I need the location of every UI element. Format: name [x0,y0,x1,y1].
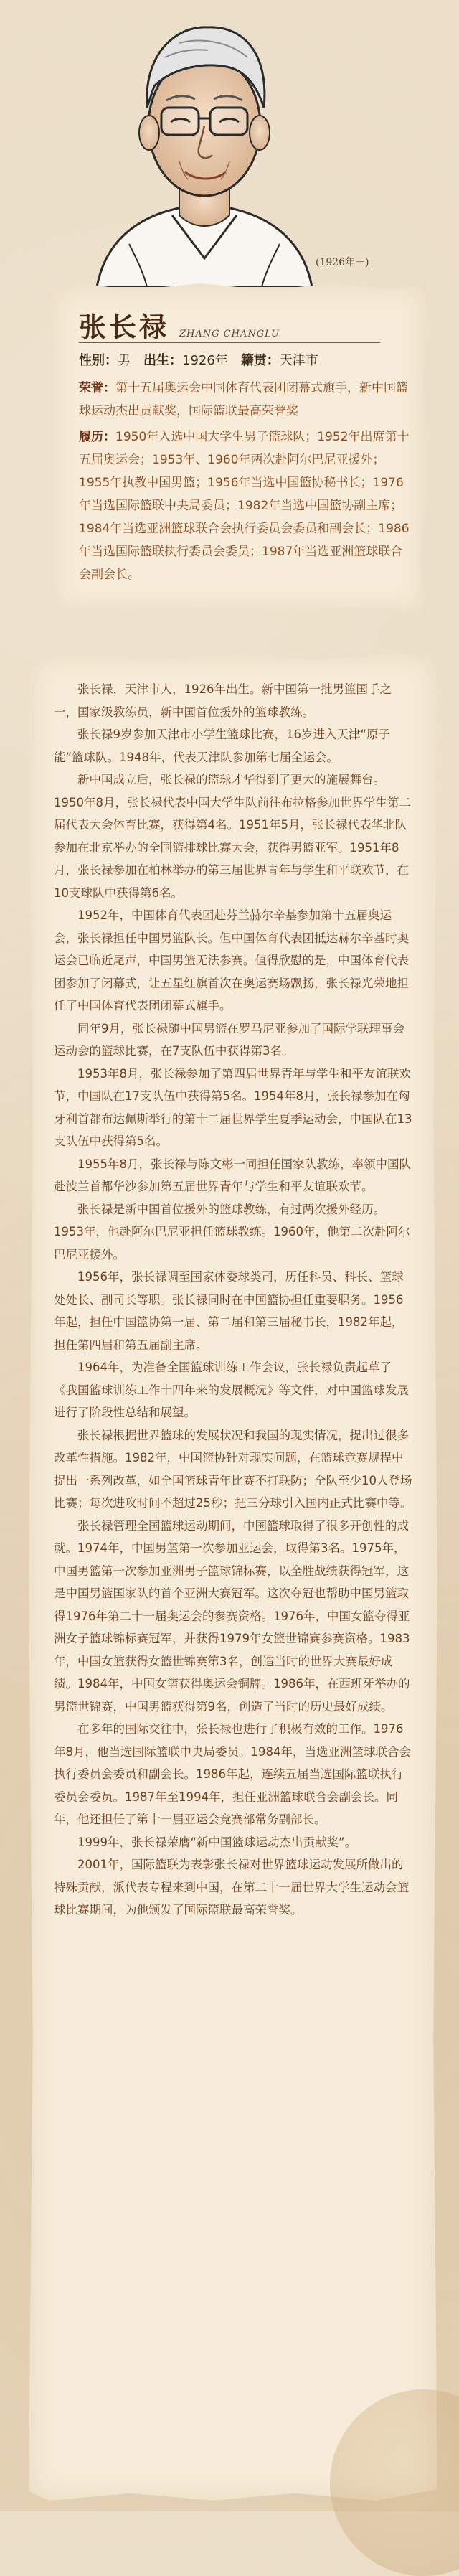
name-row [79,305,280,344]
article-paragraph: 张长禄是新中国首位援外的篮球教练，有过两次援外经历。1953年，他赴阿尔巴尼亚担任篮球教练。1960年，他第二次赴阿尔巴尼亚援外。 [54,1202,410,1261]
birth-info [143,350,228,369]
person-name: 张长禄 [79,311,170,343]
gender-value: 男 [118,353,131,368]
article-paragraph: 张长禄管理全国篮球运动期间，中国篮球取得了很多开创性的成就。1974年，中国男篮第一次参加亚运会，取得第3名。1975年，中国男篮第一次参加亚洲男子篮球锦标赛，以全胜战绩获得冠军，这是中国男篮国家队的首个亚洲大赛冠军。这次夺冠也帮助中国男篮取得1976年第二十一届奥运会的参赛资格。1976年，中国女篮夺得亚洲女子篮球锦标赛冠军，并获得1979年女篮世锦赛参赛资格。1983年，中国女篮获得女篮世锦赛第3名，创造当时的世界大赛最好成绩。1984年，中国女篮获得奥运会铜牌。1986年，在西班牙举办的男篮世锦赛，中国男篮获得第9名，创造了当时的历史最好成绩。 [54,1518,410,1714]
article-paragraph: 1956年，张长禄调至国家体委球类司，历任科员、科长、篮球处处长、副司长等职。张长禄同时在中国篮协担任重要职务。1956年起，担任中国篮协第一届、第二届和第三届秘书长，1982年起，担任第四届和第五届副主席。 [54,1270,404,1352]
article-paragraph: 同年9月，张长禄随中国男篮在罗马尼亚参加了国际学联理事会运动会的篮球比赛，在7支队伍中获得第3名。 [54,1021,404,1058]
gender-label: 性别： [79,353,118,368]
article-paragraph: 1955年8月，张长禄与陈文彬一同担任国家队教练，率领中国队赴波兰首都华沙参加第五届世界青年与学生和平友谊联欢节。 [54,1157,411,1193]
article-paragraph: 1952年，中国体育代表团赴芬兰赫尔辛基参加第十五届奥运会，张长禄担任中国男篮队长。但中国体育代表团抵达赫尔辛基时奥运会已临近尾声，中国男篮无法参赛。值得欣慰的是，中国体育代表团参加了闭幕式，让五星红旗首次在奥运赛场飘扬，张长禄光荣地担任了中国体育代表团闭幕式旗手。 [54,908,409,1012]
honor-text: 第十五届奥运会中国体育代表团闭幕式旗手，新中国篮球运动杰出贡献奖，国际篮联最高荣誉奖 [79,381,408,418]
article-paragraph: 1999年，张长禄荣膺“新中国篮球运动杰出贡献奖”。 [77,1835,357,1849]
article-paragraph: 1964年，为准备全国篮球训练工作会议，张长禄负责起草了《我国篮球训练工作十四年来的发展概况》等文件，对中国篮球发展进行了阶段性总结和展望。 [54,1360,409,1419]
birth-value: 1926年 [182,353,228,368]
name-divider [79,342,380,343]
honor-label: 荣誉： [79,381,115,395]
article-body [54,678,412,1922]
birth-label: 出生： [143,353,182,368]
person-pinyin: ZHANG CHANGLU [179,329,280,339]
resume-paragraph [79,426,412,586]
article-paragraph: 2001年，国际篮联为表彰张长禄对世界篮球运动发展所做出的特殊贡献，派代表专程来到中国，在第二十一届世界大学生运动会篮球比赛期间，为他颁发了国际篮联最高荣誉奖。 [54,1858,409,1917]
birth-note: (1926年－) [316,257,369,268]
portrait-illustration [86,0,323,287]
resume-text: 1950年入选中国大学生男子篮球队；1952年出席第十五届奥运会；1953年、1960年两次赴阿尔巴尼亚援外；1955年执教中国男篮；1956年当选中国篮协秘书长；1976年当选国际篮联中央局委员；1982年当选中国篮协副主席；1984年当选亚洲篮球联合会执行委员会委员和副会长；1986年当选国际篮联执行委员会委员；1987年当选亚洲篮球联合会副会长。 [79,430,410,582]
origin-value: 天津市 [279,353,318,368]
article-paragraph: 在多年的国际交往中，张长禄也进行了积极有效的工作。1976年8月，他当选国际篮联中央局委员。1984年，当选亚洲篮球联合会执行委员会委员和副会长。1986年起，连续五届当选国际篮联执行委员会委员。1987年至1994年，担任亚洲篮球联合会副会长。同年，他还担任了第十一届亚运会竞赛部常务副部长。 [54,1722,411,1826]
profile-details [79,377,412,589]
origin-info [241,350,318,369]
resume-label: 履历： [79,430,115,444]
article-paragraph: 1953年8月，张长禄参加了第四届世界青年与学生和平友谊联欢节，中国队在17支队伍中获得第5名。1954年8月，张长禄参加在匈牙利首都布达佩斯举行的第十二届世界学生夏季运动会，中国队在13支队伍中获得第5名。 [54,1066,412,1148]
gender-info [79,350,131,369]
origin-label: 籍贯： [240,353,280,368]
article-paragraph: 新中国成立后，张长禄的篮球才华得到了更大的施展舞台。1950年8月，张长禄代表中国大学生队前往布拉格参加世界学生第二届代表大会体育比赛，获得第4名。1951年5月，张长禄代表华北队参加在北京举办的全国篮排球比赛大会，获得男篮亚军。1951年8月，张长禄参加在柏林举办的第三届世界青年与学生和平联欢节，在10支球队中获得第6名。 [54,773,411,900]
basic-info-row [79,350,318,369]
article-paragraph: 张长禄，天津市人，1926年出生。新中国第一批男篮国手之一，国家级教练员，新中国首位援外的篮球教练。 [54,682,392,719]
honor-paragraph [79,377,412,423]
article-paragraph: 张长禄根据世界篮球的发展状况和我国的现实情况，提出过很多改革性措施。1982年，中国篮协针对现实问题，在篮球竞赛规程中提出一系列改革，如全国篮球青年比赛不打联防；全队至少10人登场比赛；每次进攻时间不超过25秒；把三分球引入国内正式比赛中等。 [54,1428,412,1510]
article-paragraph: 张长禄9岁参加天津市小学生篮球比赛，16岁进入天津“原子能”篮球队。1948年，代表天津队参加第七届全运会。 [54,728,391,764]
